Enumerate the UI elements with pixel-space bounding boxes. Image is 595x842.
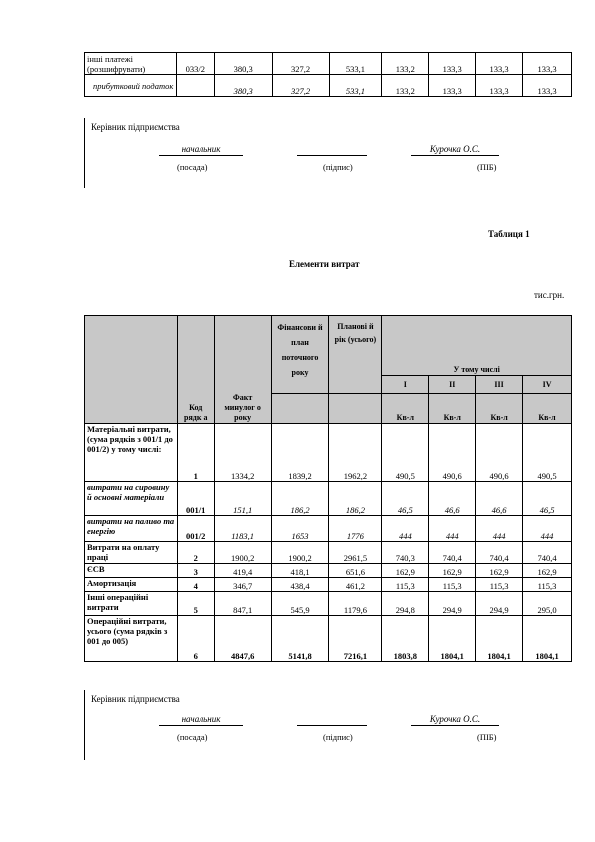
table-row: [85, 592, 572, 616]
manager-label: Керівник підприємства: [91, 694, 180, 704]
row-name: витрати на паливо та енергію: [85, 516, 178, 542]
row-name: прибутковий податок: [85, 75, 177, 97]
cell-value: 461,2: [329, 578, 382, 592]
cell-value: 162,9: [476, 564, 523, 578]
cell-value: 295,0: [523, 592, 572, 616]
cell-value: 46,6: [429, 482, 476, 516]
cell-value: 444: [382, 516, 429, 542]
table-title: Елементи витрат: [289, 259, 360, 269]
sign-caption: (підпис): [323, 732, 353, 742]
cell-value: 115,3: [382, 578, 429, 592]
cell-value: 1804,1: [523, 616, 572, 662]
cell-value: 46,5: [382, 482, 429, 516]
cell-value: 438,4: [271, 578, 329, 592]
cell-value: 46,5: [523, 482, 572, 516]
header-quarter-unit: Кв-л: [476, 394, 523, 424]
signature-block-bottom: [84, 690, 497, 760]
cell-value: 2961,5: [329, 542, 382, 564]
cell-value: 133,3: [476, 75, 523, 97]
cell-value: 1804,1: [476, 616, 523, 662]
position-caption: (посада): [177, 162, 208, 172]
cell-value: 1962,2: [329, 424, 382, 482]
cell-value: 1183,1: [214, 516, 271, 542]
cell-value: 444: [429, 516, 476, 542]
cell-value: 133,2: [382, 75, 429, 97]
cell-value: 380,3: [214, 75, 272, 97]
row-code: [176, 75, 214, 97]
top-table: [84, 52, 572, 97]
header-quarter: IV: [523, 376, 572, 394]
cell-value: 133,2: [382, 53, 429, 75]
row-name: витрати на сировину й основні матеріали: [85, 482, 178, 516]
cell-value: 186,2: [271, 482, 329, 516]
table-row: [85, 542, 572, 564]
table-row: [85, 53, 572, 75]
cell-value: 380,3: [214, 53, 272, 75]
header-fin-plan: Фінансови й план поточного року: [271, 316, 329, 394]
cell-value: 1776: [329, 516, 382, 542]
cell-value: 115,3: [429, 578, 476, 592]
cell-value: 533,1: [329, 75, 382, 97]
row-code: 4: [177, 578, 214, 592]
row-name: ЄСВ: [85, 564, 178, 578]
table-label: Таблиця 1: [488, 229, 530, 239]
header-quarter-unit: Кв-л: [382, 394, 429, 424]
table-row: [85, 516, 572, 542]
cell-value: 151,1: [214, 482, 271, 516]
position-value: начальник: [159, 714, 243, 726]
cell-value: 740,3: [382, 542, 429, 564]
position-value: начальник: [159, 144, 243, 156]
cell-value: 294,9: [429, 592, 476, 616]
cell-value: 346,7: [214, 578, 271, 592]
cell-value: 490,6: [429, 424, 476, 482]
header-name: [85, 316, 178, 424]
cell-value: 294,8: [382, 592, 429, 616]
name-value: Курочка О.С.: [411, 714, 499, 726]
name-caption: (ПІБ): [477, 732, 497, 742]
cell-value: 133,3: [429, 75, 476, 97]
cell-value: 162,9: [429, 564, 476, 578]
cell-value: 1803,8: [382, 616, 429, 662]
table-row: [85, 75, 572, 97]
cell-value: 419,4: [214, 564, 271, 578]
name-caption: (ПІБ): [477, 162, 497, 172]
cell-value: 133,3: [476, 53, 523, 75]
cell-value: 327,2: [272, 53, 329, 75]
row-code: 033/2: [176, 53, 214, 75]
cell-value: 327,2: [272, 75, 329, 97]
cell-value: 1804,1: [429, 616, 476, 662]
cell-value: 162,9: [523, 564, 572, 578]
cell-value: 5141,8: [271, 616, 329, 662]
table-row: [85, 616, 572, 662]
cell-value: 294,9: [476, 592, 523, 616]
cell-value: 1334,2: [214, 424, 271, 482]
header-quarter: II: [429, 376, 476, 394]
row-name: Матеріальні витрати, (сума рядків з 001/1 до 001/2) у тому числі:: [85, 424, 178, 482]
row-code: 5: [177, 592, 214, 616]
expense-elements-table: [84, 315, 572, 662]
table-row: [85, 482, 572, 516]
sign-caption: (підпис): [323, 162, 353, 172]
cell-value: 490,6: [476, 424, 523, 482]
row-code: 001/2: [177, 516, 214, 542]
cell-value: 418,1: [271, 564, 329, 578]
signature-block-top: [84, 118, 497, 188]
header-quarter-unit: Кв-л: [523, 394, 572, 424]
row-name: Інші операційні витрати: [85, 592, 178, 616]
cell-value: 1653: [271, 516, 329, 542]
cell-value: 444: [523, 516, 572, 542]
cell-value: 740,4: [429, 542, 476, 564]
cell-value: 133,3: [523, 75, 572, 97]
cell-value: 1900,2: [214, 542, 271, 564]
row-code: 001/1: [177, 482, 214, 516]
table-row: [85, 564, 572, 578]
cell-value: 740,4: [523, 542, 572, 564]
header-fact: Факт минулог о року: [214, 316, 271, 424]
row-code: 1: [177, 424, 214, 482]
cell-value: 1839,2: [271, 424, 329, 482]
header-quarter-unit: Кв-л: [429, 394, 476, 424]
manager-label: Керівник підприємства: [91, 122, 180, 132]
cell-value: 7216,1: [329, 616, 382, 662]
row-code: 2: [177, 542, 214, 564]
cell-value: 133,3: [523, 53, 572, 75]
row-code: 3: [177, 564, 214, 578]
row-name: інші платежі (розшифрувати): [85, 53, 177, 75]
header-quarter: III: [476, 376, 523, 394]
cell-value: 651,6: [329, 564, 382, 578]
cell-value: 162,9: [382, 564, 429, 578]
signature-line: [297, 714, 367, 726]
position-caption: (посада): [177, 732, 208, 742]
row-name: Витрати на оплату праці: [85, 542, 178, 564]
cell-value: 1900,2: [271, 542, 329, 564]
header-code: Код рядк а: [177, 316, 214, 424]
cell-value: 46,6: [476, 482, 523, 516]
cell-value: 186,2: [329, 482, 382, 516]
cell-value: 444: [476, 516, 523, 542]
cell-value: 533,1: [329, 53, 382, 75]
cell-value: 115,3: [523, 578, 572, 592]
header-blank: [329, 394, 382, 424]
name-value: Курочка О.С.: [411, 144, 499, 156]
cell-value: 4847,6: [214, 616, 271, 662]
signature-line: [297, 144, 367, 156]
cell-value: 115,3: [476, 578, 523, 592]
table-row: [85, 578, 572, 592]
table-row: [85, 424, 572, 482]
units-label: тис.грн.: [534, 290, 565, 300]
row-name: Операційні витрати, усього (сума рядків з 001 до 005): [85, 616, 178, 662]
cell-value: 490,5: [382, 424, 429, 482]
cell-value: 740,4: [476, 542, 523, 564]
header-including: У тому числі: [382, 316, 572, 376]
cell-value: 1179,6: [329, 592, 382, 616]
row-code: 6: [177, 616, 214, 662]
cell-value: 490,5: [523, 424, 572, 482]
cell-value: 847,1: [214, 592, 271, 616]
cell-value: 133,3: [429, 53, 476, 75]
header-planned: Планові й рік (усього): [329, 316, 382, 394]
header-quarter: I: [382, 376, 429, 394]
header-blank: [271, 394, 329, 424]
row-name: Амортизація: [85, 578, 178, 592]
cell-value: 545,9: [271, 592, 329, 616]
